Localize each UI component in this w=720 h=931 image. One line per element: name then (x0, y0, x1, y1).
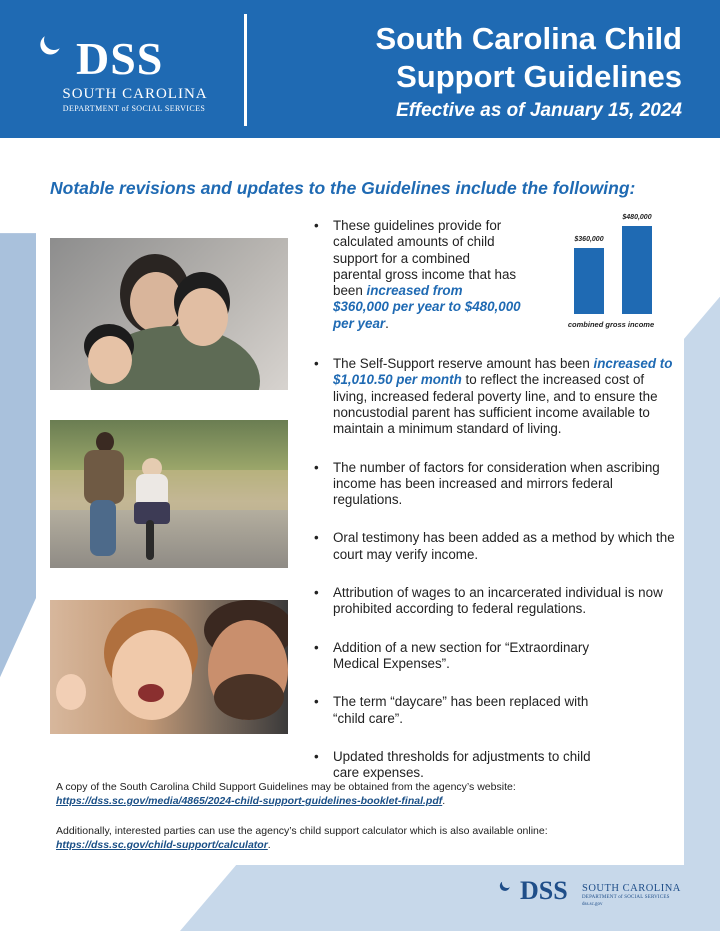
guidelines-note: A copy of the South Carolina Child Support Guidelines may be obtained from the agency’s website: https://dss.sc.gov/media/4865/2024-child-support-guidelines-booklet-final.pdf. (56, 781, 516, 807)
page-title (262, 20, 682, 96)
footer-logo (500, 874, 700, 914)
father-child-photo (50, 600, 288, 734)
list-item: • Oral testimony has been added as a method by which the court may verify income. (312, 530, 682, 563)
calculator-note: Additionally, interested parties can use the agency’s child support calculator which is also available online: https://dss.sc.gov/child-support/calculator. (56, 825, 548, 851)
title-line-1: South Carolina Child (375, 21, 682, 56)
crescent-moon-icon (501, 877, 514, 890)
header-banner (0, 0, 720, 138)
chart-data-label-480000: $480,000 (622, 214, 652, 221)
header-divider (244, 14, 247, 126)
list-item: • Attribution of wages to an incarcerated individual is now prohibited according to federal regulations. (312, 585, 682, 618)
list-item: • The term “daycare” has been replaced with “child care”. (312, 694, 612, 727)
crescent-moon-icon (41, 27, 67, 53)
list-item: • Updated thresholds for adjustments to child care expenses. (312, 749, 612, 782)
footer-logo-department: DEPARTMENT of SOCIAL SERVICES (582, 895, 670, 900)
list-item: • The Self-Support reserve amount has been increased to $1,010.50 per month to reflect the increased cost of living, increased federal poverty line, and to ensure the noncustodial parent has sufficient income available to maintain a minimum standard of living. (312, 356, 682, 437)
footer-logo-website: dss.sc.gov (582, 902, 603, 907)
title-line-2: Support Guidelines (396, 59, 682, 94)
effective-date: Effective as of January 15, 2024 (396, 100, 682, 121)
highlight-text: increased to $1,010.50 per month (333, 356, 673, 388)
bike-photo (50, 420, 288, 568)
logo-department: DEPARTMENT of SOCIAL SERVICES (62, 104, 206, 113)
footer-logo-wordmark: DSS (520, 876, 568, 905)
logo-wordmark: DSS (76, 33, 164, 84)
logo-state: SOUTH CAROLINA (62, 86, 208, 102)
list-item: • The number of factors for consideration when ascribing income has been increased and mirrors federal regulations. (312, 460, 682, 509)
chart-data-label-360000: $360,000 (574, 236, 604, 243)
highlight-text: increased from $360,000 per year to $480,000 per year (333, 283, 521, 331)
family-photo (50, 238, 288, 390)
list-item: • These guidelines provide for calculated amounts of child support for a combined parental gross income that has been increased from $360,000 per year to $480,000 per year. (312, 218, 522, 332)
list-item: • Addition of a new section for “Extraordinary Medical Expenses”. (312, 640, 612, 673)
content-card (36, 168, 684, 865)
chart-x-label: combined gross income (567, 320, 655, 329)
calculator-link[interactable]: https://dss.sc.gov/child-support/calculator (56, 839, 268, 851)
section-heading: Notable revisions and updates to the Guidelines include the following: (50, 178, 636, 198)
guidelines-booklet-link[interactable]: https://dss.sc.gov/media/4865/2024-child-support-guidelines-booklet-final.pdf (56, 795, 443, 807)
revisions-list (312, 218, 682, 781)
footer-logo-state: SOUTH CAROLINA (582, 883, 681, 894)
